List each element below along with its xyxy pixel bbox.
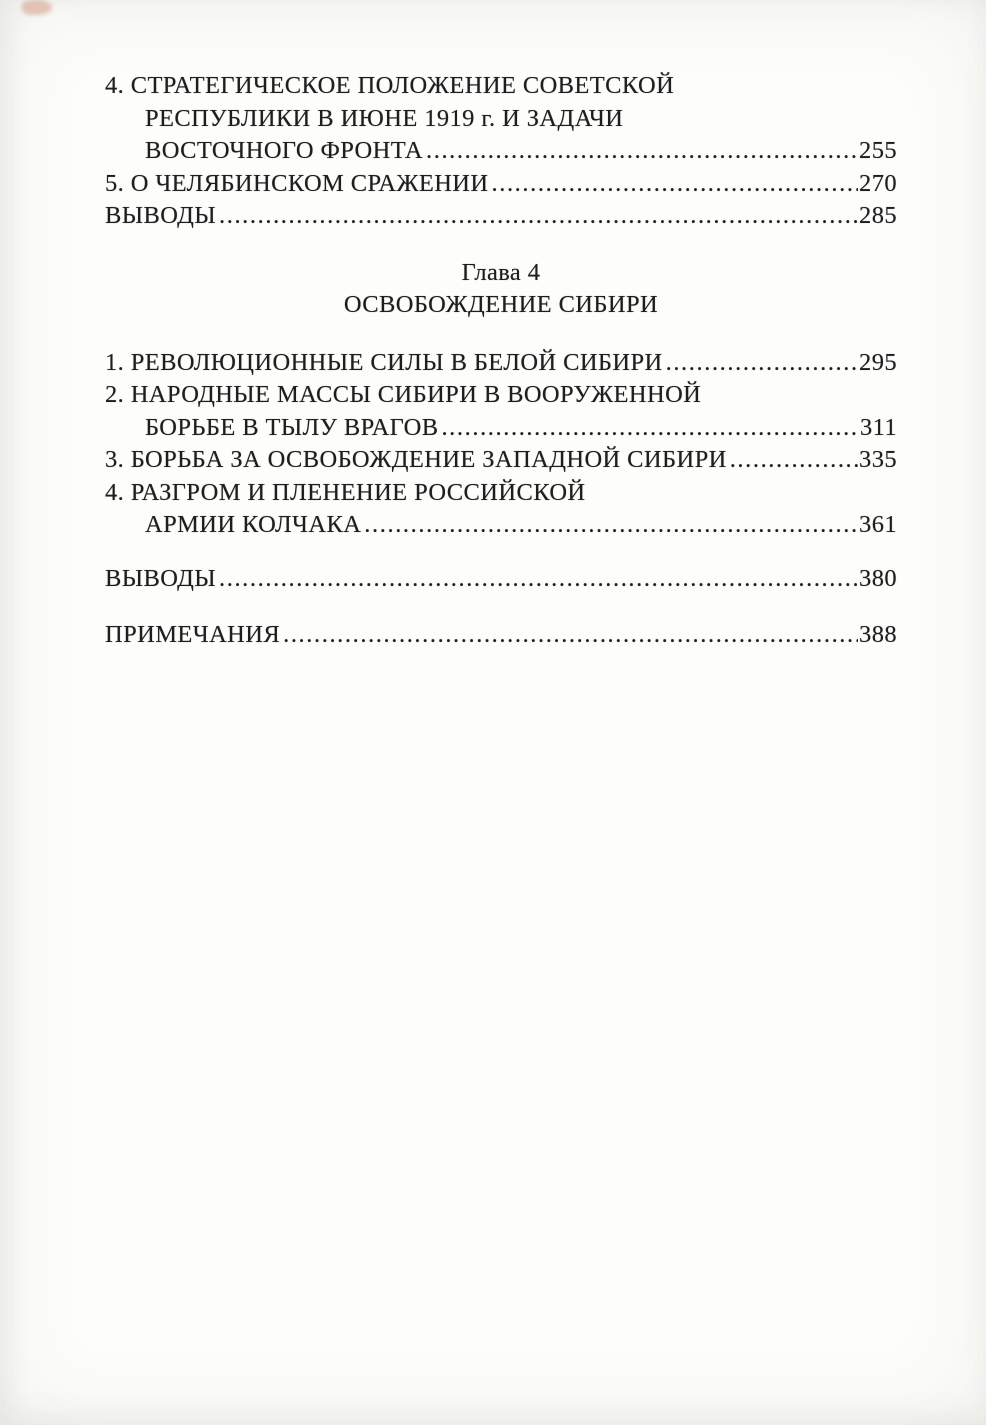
toc-entry-conclusions-ch3 <box>105 200 897 233</box>
entry-leader-line <box>105 135 897 168</box>
dot-leader <box>441 412 859 445</box>
page-number: 270 <box>859 169 897 197</box>
entry-leader-line <box>105 509 897 542</box>
entry-text: 3. БОРЬБА ЗА ОСВОБОЖДЕНИЕ ЗАПАДНОЙ СИБИРИ <box>105 446 727 473</box>
dot-leader <box>219 200 858 233</box>
entry-leader-line <box>105 168 897 201</box>
toc-entry-notes <box>105 619 897 652</box>
entry-text: ВЫВОДЫ <box>105 564 216 592</box>
toc-entry-defeat-kolchak-army <box>105 477 897 542</box>
toc-entry-liberation-western-siberia <box>105 444 897 477</box>
entry-text: БОРЬБЕ В ТЫЛУ ВРАГОВ <box>145 413 439 441</box>
page-number: 255 <box>859 137 897 164</box>
entry-leader-line <box>105 200 897 233</box>
dot-leader <box>364 509 858 542</box>
chapter-title: ОСВОБОЖДЕНИЕ СИБИРИ <box>343 291 659 318</box>
entry-text-line: РЕСПУБЛИКИ В ИЮНЕ 1919 г. И ЗАДАЧИ <box>145 104 624 132</box>
page-number: 285 <box>859 202 897 229</box>
entry-leader-line <box>105 444 897 477</box>
page-number: 335 <box>859 446 897 473</box>
entry-text: ВОСТОЧНОГО ФРОНТА <box>145 137 423 164</box>
entry-text: 1. РЕВОЛЮЦИОННЫЕ СИЛЫ В БЕЛОЙ СИБИРИ <box>105 348 663 376</box>
toc-entry-conclusions-ch4 <box>105 563 897 596</box>
toc-entry-strategic-position <box>105 70 897 168</box>
entry-text-line: 4. СТРАТЕГИЧЕСКОЕ ПОЛОЖЕНИЕ СОВЕТСКОЙ <box>105 72 675 99</box>
chapter-label: Глава 4 <box>461 258 541 286</box>
entry-text: ПРИМЕЧАНИЯ <box>105 620 281 648</box>
entry-text: АРМИИ КОЛЧАКА <box>145 511 362 538</box>
dot-leader <box>666 347 858 380</box>
entry-leader-line <box>105 563 897 596</box>
entry-text-line: 4. РАЗГРОМ И ПЛЕНЕНИЕ РОССИЙСКОЙ <box>105 478 586 506</box>
page-number: 388 <box>859 620 897 648</box>
page-number: 380 <box>859 564 897 592</box>
dot-leader <box>492 168 859 201</box>
chapter-heading <box>105 257 897 322</box>
scan-stain-mark <box>22 0 52 15</box>
dot-leader <box>219 563 858 596</box>
entry-leader-line <box>105 412 897 445</box>
dot-leader <box>283 619 858 652</box>
table-of-contents <box>105 70 897 651</box>
entry-text: 5. О ЧЕЛЯБИНСКОМ СРАЖЕНИИ <box>105 169 489 197</box>
dot-leader <box>426 135 858 168</box>
toc-entry-revolutionary-forces <box>105 347 897 380</box>
entry-leader-line <box>105 347 897 380</box>
page-number: 361 <box>859 511 897 538</box>
page-number: 295 <box>859 348 897 376</box>
entry-leader-line <box>105 619 897 652</box>
toc-entry-popular-masses <box>105 379 897 444</box>
page-number: 311 <box>859 413 897 441</box>
toc-entry-chelyabinsk-battle <box>105 168 897 201</box>
entry-text: ВЫВОДЫ <box>105 202 216 229</box>
entry-text-line: 2. НАРОДНЫЕ МАССЫ СИБИРИ В ВООРУЖЕННОЙ <box>105 381 702 408</box>
dot-leader <box>730 444 858 477</box>
